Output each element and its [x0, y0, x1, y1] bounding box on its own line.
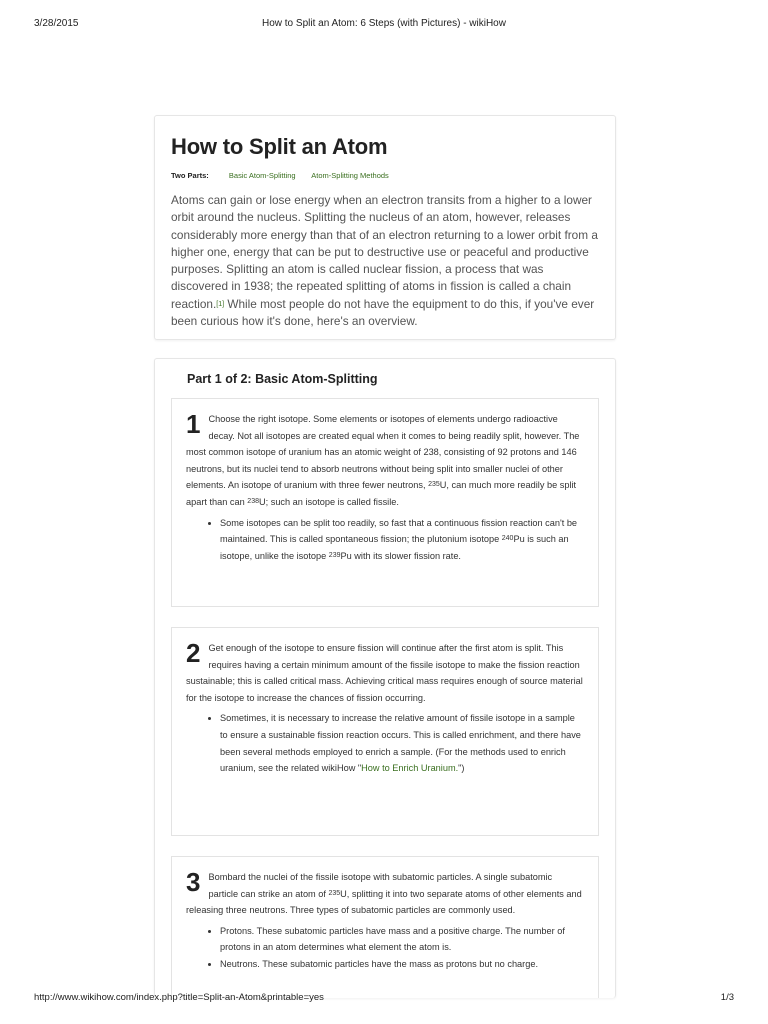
- step-number: 2: [186, 638, 201, 668]
- step-text: [186, 411, 584, 511]
- step-bullets: [186, 710, 584, 776]
- print-page-title: How to Split an Atom: 6 Steps (with Pictures) - wikiHow: [262, 18, 506, 29]
- step-1: [171, 398, 599, 607]
- superscript: 239: [328, 551, 341, 559]
- superscript: 238: [247, 497, 259, 505]
- parts-nav: [171, 170, 599, 182]
- bullet-text-b: Pu is such an isotope, unlike the isotope: [220, 534, 569, 561]
- step-number: 1: [186, 409, 201, 439]
- step-2: [171, 627, 599, 836]
- page-number: 1/3: [720, 992, 734, 1003]
- step-3: [171, 856, 599, 998]
- intro-text-a: Atoms can gain or lose energy when an electron transits from a higher to a lower orbit around the nucleus. Splitting the nucleus of an atom, however, releases considerably more energy than that of an electron returning to a lower orbit from a higher one, energy that can be put to destructive use or peaceful and productive purposes. Splitting an atom is called nuclear fission, a process that was discovered in 1938; the repeated splitting of atoms in fission is called a chain reaction.: [171, 193, 598, 311]
- parts-label: Two Parts:: [171, 171, 209, 180]
- bullet-text-b: "): [458, 763, 465, 774]
- step-text: [186, 869, 584, 919]
- intro-paragraph: [171, 192, 599, 330]
- bullet-text-a: Some isotopes can be split too readily, so fast that a continuous fission reaction can't be maintained. This is called spontaneous fission; the plutonium isotope: [220, 517, 578, 545]
- part-link-basic[interactable]: Basic Atom-Splitting: [228, 171, 296, 180]
- bullet-item: [220, 515, 584, 565]
- part-link-methods[interactable]: Atom-Splitting Methods: [311, 171, 389, 180]
- step-3-text-b: U, splitting it into two separate atoms of other elements and releasing three neutrons. Three types of subatomic particles are commonly used.: [186, 888, 582, 916]
- article-title: How to Split an Atom: [171, 134, 388, 159]
- bullet-text-c: Pu with its slower fission rate.: [340, 550, 461, 561]
- article-intro-card: [154, 115, 616, 340]
- enrich-uranium-link[interactable]: How to Enrich Uranium.: [361, 763, 459, 774]
- print-date: 3/28/2015: [34, 18, 79, 29]
- part-1-card: [154, 358, 616, 998]
- bullet-text-a: Sometimes, it is necessary to increase the relative amount of fissile isotope in a sample to ensure a sustainable fission reaction occurs. This is called enrichment, and there have been several methods employed to enrich a sample. (For the methods used to enrich uranium, see the related wikiHow ": [220, 713, 581, 774]
- bullet-item: • Neutrons. These subatomic particles have the mass as protons but no charge.: [220, 956, 584, 973]
- step-1-text-b: U, can much more readily be split apart than can: [186, 480, 577, 507]
- step-1-text-a: Choose the right isotope. Some elements or isotopes of elements undergo radioactive decay. Not all isotopes are created equal when it comes to being readily split, however. The most common isotope of uranium has an atomic weight of 238, consisting of 92 protons and 146 neutrons, but its nuclei tend to absorb neutrons without being split into smaller nuclei of other elements. An isotope of uranium with three fewer neutrons,: [186, 414, 580, 491]
- step-text: Get enough of the isotope to ensure fission will continue after the first atom is split. This requires having a certain minimum amount of the fissile isotope to make the fission reaction sustainable; this is called critical mass. Achieving critical mass requires enough of source material for the isotope to increase the chances of fission occurring.: [186, 643, 583, 703]
- bullet-item: • Protons. These subatomic particles have mass and a positive charge. The number of protons in an atom determines what element the atom is.: [220, 923, 584, 956]
- part-heading: Part 1 of 2: Basic Atom-Splitting: [187, 372, 378, 386]
- superscript: 235: [428, 481, 440, 489]
- print-header: [34, 18, 734, 32]
- step-3-text-a: Bombard the nuclei of the fissile isotope with subatomic particles. A single subatomic particle can strike an atom of: [208, 872, 553, 899]
- step-number: 3: [186, 867, 201, 897]
- intro-text-b: While most people do not have the equipment to do this, if you've ever been curious how it's done, here's an overview.: [171, 296, 595, 329]
- step-bullets: [186, 923, 584, 973]
- superscript: 240: [501, 535, 514, 543]
- print-footer: [34, 992, 734, 1006]
- print-url: http://www.wikihow.com/index.php?title=Split-an-Atom&printable=yes: [34, 992, 324, 1003]
- superscript: 235: [328, 889, 341, 897]
- bullet-item: [220, 710, 584, 776]
- reference-link[interactable]: [1]: [216, 300, 225, 308]
- step-bullets: [186, 515, 584, 565]
- step-1-text-c: U; such an isotope is called fissile.: [258, 496, 399, 507]
